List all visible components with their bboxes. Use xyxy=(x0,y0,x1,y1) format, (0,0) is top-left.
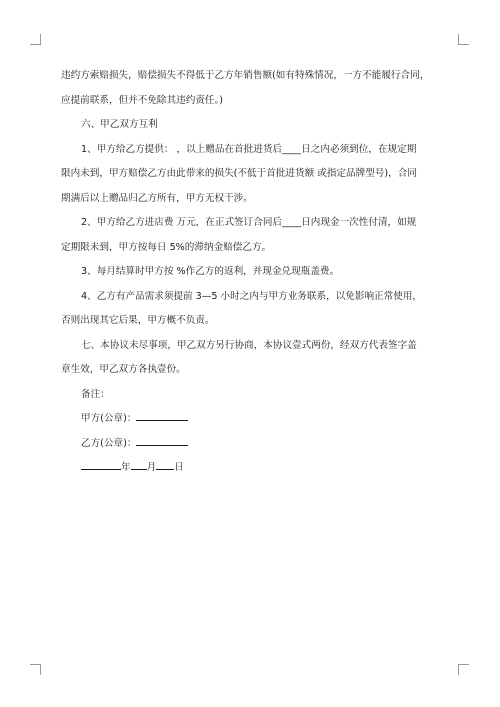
text-line: 违约方索赔损失，赔偿损失不得低于乙方年销售额(如有特殊情况，一方不能履行合同， xyxy=(61,70,430,81)
party-a-label: 甲方(公章)： xyxy=(81,413,137,424)
text-line: 定期限未到，甲方按每日 5%的滞纳金赔偿乙方。 xyxy=(61,241,272,253)
date-line xyxy=(61,456,441,481)
party-b-signature-blank xyxy=(136,434,188,446)
party-a-signature-blank xyxy=(136,409,188,421)
party-a-signature-line xyxy=(61,407,441,432)
month-label: 月 xyxy=(146,462,157,473)
section-heading: 六、甲乙双方互利 xyxy=(81,119,158,130)
text-line: 章生效，甲乙双方各执壹份。 xyxy=(61,364,186,375)
text-line: 1、甲方给乙方提供： ，以上赠品在首批进货后____日之内必须到位，在规定期 xyxy=(81,143,417,155)
text-line: 期满后以上赠品归乙方所有，甲方无权干涉。 xyxy=(61,192,253,204)
text-line: 七、本协议未尽事项，甲乙双方另行协商，本协议壹式两份，经双方代表签字盖 xyxy=(81,339,417,351)
crop-mark-bottom-left xyxy=(30,664,41,675)
year-blank xyxy=(81,458,121,470)
text-line: 否则出现其它后果，甲方概不负责。 xyxy=(61,315,215,326)
year-label: 年 xyxy=(121,462,131,473)
text-line: 4、乙方有产品需求须提前 3—5 小时之内与甲方业务联系，以免影响正常使用， xyxy=(81,290,423,302)
day-label: 日 xyxy=(174,462,184,473)
document-body xyxy=(61,64,441,481)
crop-mark-top-right xyxy=(458,34,469,45)
day-blank xyxy=(156,458,174,470)
party-b-label: 乙方(公章)： xyxy=(81,437,137,449)
crop-mark-bottom-right xyxy=(458,664,469,675)
party-b-signature-line xyxy=(61,432,441,457)
text-line: 应提前联系，但并不免除其违约责任。) xyxy=(61,94,224,106)
text-line: 3、每月结算时甲方按 %作乙方的返利，并现金兑现瓶盖费。 xyxy=(81,266,340,277)
text-line: 2、甲方给乙方进店费 万元，在正式签订合同后____日内现金一次性付清，如规 xyxy=(81,217,417,228)
crop-mark-top-left xyxy=(30,34,41,45)
month-blank xyxy=(131,458,147,470)
text-line: 限内未到，甲方赔偿乙方由此带来的损失(不低于首批进货额 或指定品牌型号)，合同 xyxy=(61,168,417,179)
remarks-label: 备注： xyxy=(81,388,110,400)
